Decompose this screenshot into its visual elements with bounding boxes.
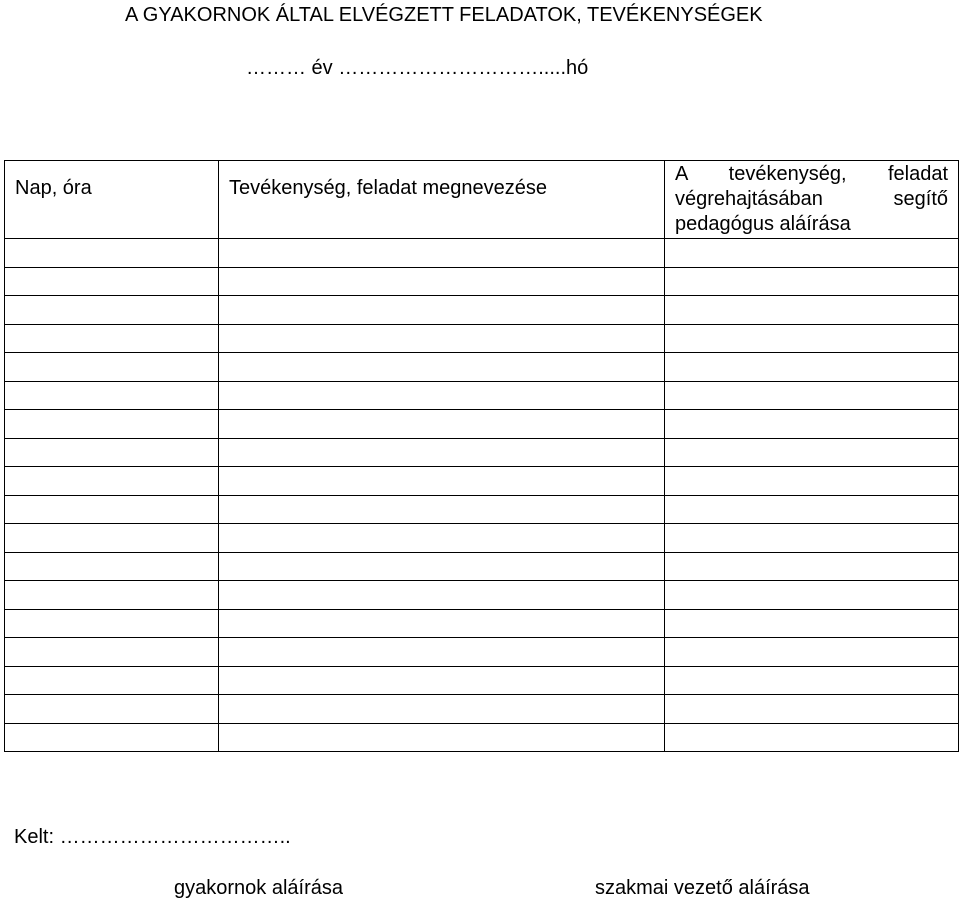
header-day-hour: Nap, óra	[5, 161, 219, 239]
mentor-signature-cell[interactable]	[665, 239, 959, 268]
day-hour-cell[interactable]	[5, 296, 219, 325]
task-name-cell[interactable]	[219, 239, 665, 268]
task-name-cell[interactable]	[219, 638, 665, 667]
table-row	[5, 239, 959, 268]
day-hour-cell[interactable]	[5, 609, 219, 638]
mentor-signature-cell[interactable]	[665, 267, 959, 296]
mentor-signature-cell[interactable]	[665, 296, 959, 325]
day-hour-cell[interactable]	[5, 495, 219, 524]
table-row	[5, 324, 959, 353]
task-name-cell[interactable]	[219, 467, 665, 496]
mentor-signature-cell[interactable]	[665, 723, 959, 752]
mentor-signature-cell[interactable]	[665, 438, 959, 467]
task-name-cell[interactable]	[219, 524, 665, 553]
mentor-signature-cell[interactable]	[665, 495, 959, 524]
task-name-cell[interactable]	[219, 381, 665, 410]
mentor-signature-cell[interactable]	[665, 324, 959, 353]
header-mentor-signature-line2: pedagógus aláírása	[675, 213, 851, 235]
table-row	[5, 723, 959, 752]
mentor-signature-cell[interactable]	[665, 524, 959, 553]
table-header-row	[5, 161, 959, 239]
table-row	[5, 638, 959, 667]
table-row	[5, 666, 959, 695]
task-name-cell[interactable]	[219, 666, 665, 695]
day-hour-cell[interactable]	[5, 695, 219, 724]
day-hour-cell[interactable]	[5, 666, 219, 695]
table-row	[5, 695, 959, 724]
table-row	[5, 467, 959, 496]
table-row	[5, 353, 959, 382]
task-name-cell[interactable]	[219, 410, 665, 439]
day-hour-cell[interactable]	[5, 381, 219, 410]
mentor-signature-cell[interactable]	[665, 695, 959, 724]
activity-log-table	[4, 160, 959, 752]
day-hour-cell[interactable]	[5, 524, 219, 553]
table-row	[5, 267, 959, 296]
table-row	[5, 495, 959, 524]
header-task-name: Tevékenység, feladat megnevezése	[219, 161, 665, 239]
header-mentor-signature-line1: A tevékenység, feladat végrehajtásában segítő	[675, 163, 948, 210]
day-hour-cell[interactable]	[5, 324, 219, 353]
mentor-signature-cell[interactable]	[665, 609, 959, 638]
day-hour-cell[interactable]	[5, 438, 219, 467]
table-body	[5, 239, 959, 752]
mentor-signature-cell[interactable]	[665, 410, 959, 439]
day-hour-cell[interactable]	[5, 267, 219, 296]
day-hour-cell[interactable]	[5, 410, 219, 439]
table-row	[5, 381, 959, 410]
table-row	[5, 296, 959, 325]
task-name-cell[interactable]	[219, 695, 665, 724]
mentor-signature-cell[interactable]	[665, 581, 959, 610]
table-row	[5, 410, 959, 439]
document-title: A GYAKORNOK ÁLTAL ELVÉGZETT FELADATOK, TEVÉKENYSÉGEK	[125, 4, 763, 26]
mentor-signature-cell[interactable]	[665, 381, 959, 410]
intern-signature-label: gyakornok aláírása	[174, 877, 343, 899]
period-line: ……… év ………………………….....hó	[246, 57, 589, 79]
header-mentor-signature	[665, 161, 959, 239]
task-name-cell[interactable]	[219, 609, 665, 638]
day-hour-cell[interactable]	[5, 581, 219, 610]
task-name-cell[interactable]	[219, 495, 665, 524]
task-name-cell[interactable]	[219, 296, 665, 325]
mentor-signature-cell[interactable]	[665, 467, 959, 496]
table-row	[5, 581, 959, 610]
task-name-cell[interactable]	[219, 438, 665, 467]
mentor-signature-cell[interactable]	[665, 666, 959, 695]
task-name-cell[interactable]	[219, 723, 665, 752]
table-row	[5, 609, 959, 638]
day-hour-cell[interactable]	[5, 467, 219, 496]
supervisor-signature-label: szakmai vezető aláírása	[595, 877, 810, 899]
mentor-signature-cell[interactable]	[665, 552, 959, 581]
table-row	[5, 438, 959, 467]
day-hour-cell[interactable]	[5, 723, 219, 752]
mentor-signature-cell[interactable]	[665, 353, 959, 382]
day-hour-cell[interactable]	[5, 239, 219, 268]
task-name-cell[interactable]	[219, 581, 665, 610]
task-name-cell[interactable]	[219, 353, 665, 382]
task-name-cell[interactable]	[219, 324, 665, 353]
day-hour-cell[interactable]	[5, 638, 219, 667]
task-name-cell[interactable]	[219, 267, 665, 296]
task-name-cell[interactable]	[219, 552, 665, 581]
table-row	[5, 552, 959, 581]
date-field: Kelt: ……………………………..	[14, 826, 291, 848]
table-row	[5, 524, 959, 553]
mentor-signature-cell[interactable]	[665, 638, 959, 667]
day-hour-cell[interactable]	[5, 552, 219, 581]
day-hour-cell[interactable]	[5, 353, 219, 382]
